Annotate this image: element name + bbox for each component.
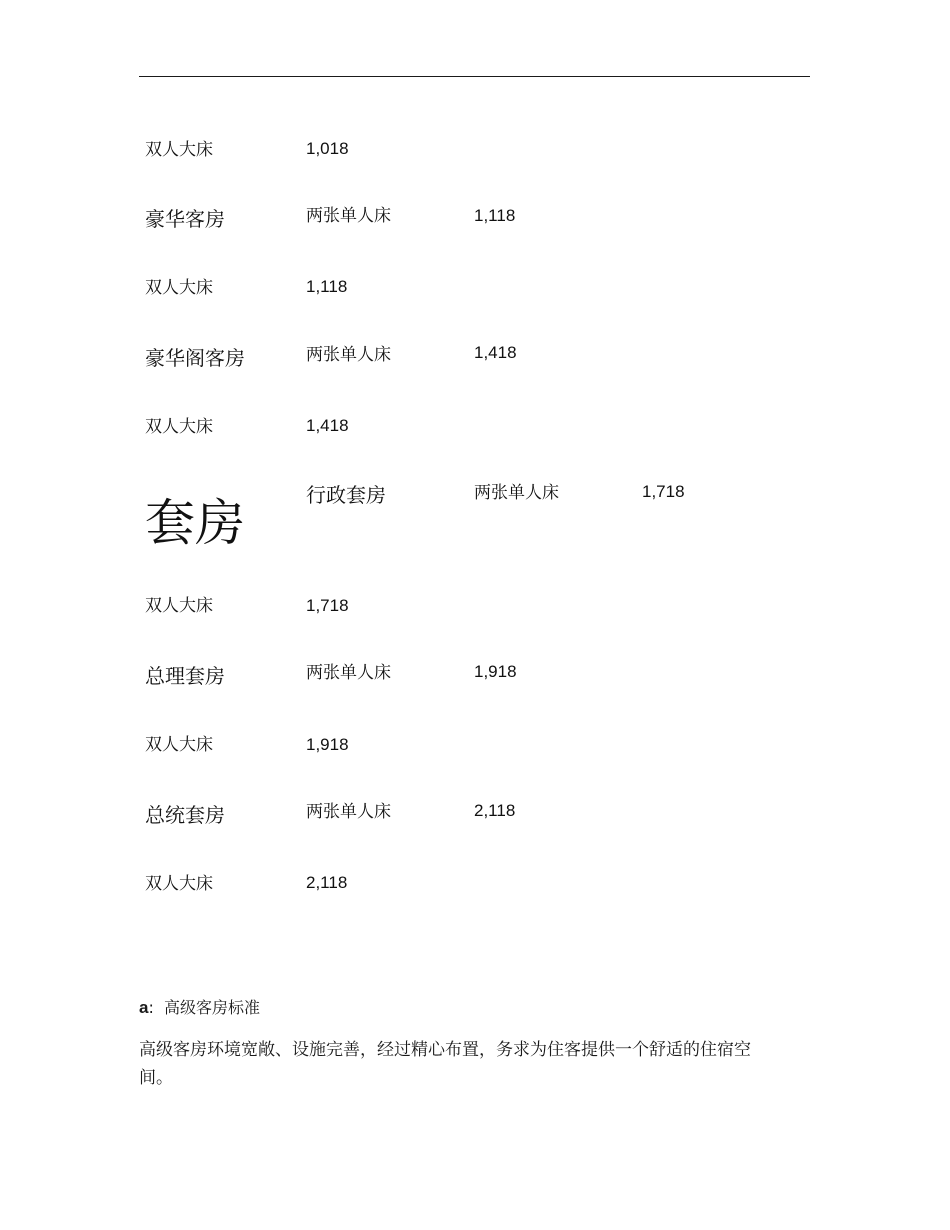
bed-type-cell: 双人大床 <box>145 140 213 160</box>
bed-type-cell: 两张单人床 <box>306 206 391 226</box>
price-cell: 1,718 <box>642 482 685 501</box>
bed-type-cell: 双人大床 <box>145 735 213 755</box>
price-cell: 1,118 <box>474 206 516 225</box>
price-cell: 1,118 <box>306 277 348 296</box>
bed-type-cell: 双人大床 <box>145 874 213 894</box>
section-separator: : <box>148 998 154 1017</box>
bed-type-cell: 两张单人床 <box>306 802 391 822</box>
category-cell: 套房 <box>145 494 245 552</box>
price-cell: 1,918 <box>306 735 349 754</box>
bed-type-cell: 双人大床 <box>145 417 213 437</box>
price-cell: 2,118 <box>474 801 516 820</box>
room-type-cell: 豪华阁客房 <box>145 346 245 370</box>
price-cell: 1,918 <box>474 662 517 681</box>
price-cell: 1,418 <box>306 416 349 435</box>
bed-type-cell: 双人大床 <box>145 596 213 616</box>
price-cell: 2,118 <box>306 873 348 892</box>
price-cell: 1,418 <box>474 343 517 362</box>
section-marker: a <box>139 998 149 1017</box>
section-title: 高级客房标准 <box>164 998 261 1017</box>
section-paragraph: 高级客房环境宽敞、设施完善，经过精心布置，务求为住客提供一个舒适的住宿空间。 <box>139 1040 751 1088</box>
header-rule <box>139 76 810 77</box>
bed-type-cell: 两张单人床 <box>306 663 391 683</box>
bed-type-cell: 两张单人床 <box>474 483 559 503</box>
bed-type-cell: 双人大床 <box>145 278 213 298</box>
bed-type-cell: 两张单人床 <box>306 345 391 365</box>
room-type-cell: 行政套房 <box>306 483 386 507</box>
room-type-cell: 总统套房 <box>145 803 225 827</box>
price-cell: 1,018 <box>306 139 349 158</box>
section-heading <box>139 996 260 1021</box>
price-cell: 1,718 <box>306 596 349 615</box>
room-type-cell: 豪华客房 <box>145 207 225 231</box>
room-type-cell: 总理套房 <box>145 664 225 688</box>
